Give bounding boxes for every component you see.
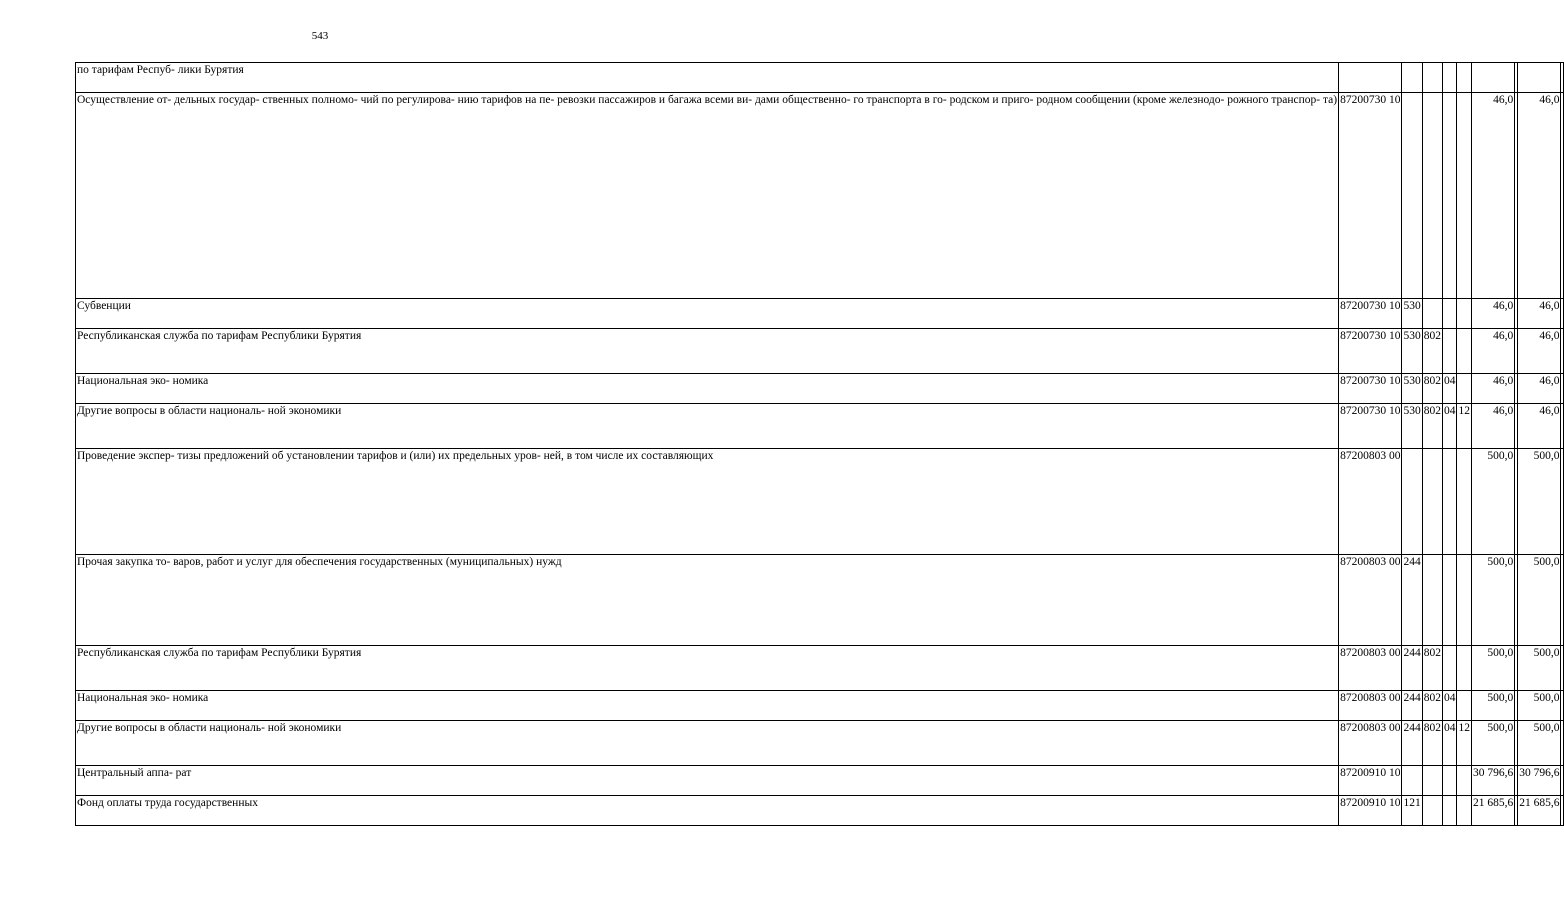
cell-department [1422,555,1442,646]
cell-expense-type: 121 [1402,796,1422,826]
cell-amount-1: 46,0 [1471,329,1514,374]
cell-expense-type [1402,63,1422,93]
cell-target-code [1339,63,1402,93]
cell-amount-2: 500,0 [1518,721,1561,766]
budget-table [75,62,1564,826]
cell-amount-1 [1471,63,1514,93]
cell-amount-2: 46,0 [1518,374,1561,404]
cell-name: Центральный аппа- рат [76,766,1339,796]
cell-target-code: 87200803 00 [1339,646,1402,691]
table-row [76,721,1564,766]
cell-amount-2: 46,0 [1518,93,1561,299]
cell-name: Другие вопросы в области националь- ной экономики [76,721,1339,766]
cell-section [1442,646,1457,691]
cell-amount-1: 21 685,6 [1471,796,1514,826]
cell-target-code: 87200730 10 [1339,374,1402,404]
cell-amount-1: 46,0 [1471,299,1514,329]
cell-amount-2: 500,0 [1518,691,1561,721]
table-row [76,796,1564,826]
cell-subsection [1457,299,1472,329]
cell-expense-type: 530 [1402,299,1422,329]
cell-subsection [1457,766,1472,796]
cell-department [1422,796,1442,826]
cell-name: Фонд оплаты труда государственных [76,796,1339,826]
cell-department: 802 [1422,646,1442,691]
cell-subsection [1457,646,1472,691]
cell-section [1442,796,1457,826]
table-row [76,404,1564,449]
cell-target-code: 87200803 00 [1339,691,1402,721]
cell-section: 04 [1442,691,1457,721]
cell-subsection [1457,329,1472,374]
cell-section [1442,93,1457,299]
cell-target-code: 87200730 10 [1339,93,1402,299]
cell-amount-1: 500,0 [1471,449,1514,555]
cell-name: Осуществление от- дельных государ- ственных полномо- чий по регулирова- нию тарифов на пе- ревозки пассажиров и багажа всеми ви- дами общественно- го транспорта в го- родском и приго- родном сообщении (кроме железнодо- рожного транспор- та) [76,93,1339,299]
cell-department: 802 [1422,721,1442,766]
cell-expense-type: 244 [1402,555,1422,646]
cell-expense-type [1402,93,1422,299]
cell-department [1422,449,1442,555]
cell-amount-2: 46,0 [1518,329,1561,374]
cell-amount-2: 21 685,6 [1518,796,1561,826]
cell-amount-1: 500,0 [1471,555,1514,646]
cell-department: 802 [1422,691,1442,721]
cell-amount-1: 500,0 [1471,691,1514,721]
cell-amount-1: 46,0 [1471,404,1514,449]
cell-subsection [1457,63,1472,93]
table-row [76,329,1564,374]
cell-subsection [1457,93,1472,299]
cell-name: Другие вопросы в области националь- ной экономики [76,404,1339,449]
table-row [76,374,1564,404]
cell-expense-type: 530 [1402,374,1422,404]
cell-amount-1: 46,0 [1471,93,1514,299]
cell-amount-2: 46,0 [1518,299,1561,329]
cell-amount-2: 30 796,6 [1518,766,1561,796]
table-row [76,299,1564,329]
page-number: 543 [311,30,329,42]
cell-target-code: 87200730 10 [1339,404,1402,449]
cell-target-code: 87200730 10 [1339,299,1402,329]
cell-target-code: 87200803 00 [1339,555,1402,646]
table-row [76,449,1564,555]
cell-section [1442,299,1457,329]
table-row [76,691,1564,721]
cell-amount-1: 30 796,6 [1471,766,1514,796]
cell-target-code: 87200910 10 [1339,796,1402,826]
cell-amount-1: 46,0 [1471,374,1514,404]
cell-expense-type [1402,449,1422,555]
cell-subsection [1457,796,1472,826]
cell-department: 802 [1422,404,1442,449]
cell-amount-2 [1518,63,1561,93]
cell-section: 04 [1442,721,1457,766]
cell-section [1442,449,1457,555]
cell-name: Республиканская служба по тарифам Республики Бурятия [76,646,1339,691]
cell-expense-type: 244 [1402,646,1422,691]
cell-subsection: 12 [1457,721,1472,766]
cell-department [1422,766,1442,796]
cell-name: Прочая закупка то- варов, работ и услуг для обеспечения государственных (муниципальных) нужд [76,555,1339,646]
table-row [76,63,1564,93]
cell-name: Национальная эко- номика [76,691,1339,721]
cell-department [1422,63,1442,93]
cell-target-code: 87200803 00 [1339,721,1402,766]
cell-expense-type: 244 [1402,691,1422,721]
cell-amount-2: 46,0 [1518,404,1561,449]
cell-expense-type: 244 [1402,721,1422,766]
cell-subsection [1457,449,1472,555]
table-row [76,555,1564,646]
cell-department: 802 [1422,329,1442,374]
cell-department [1422,299,1442,329]
cell-expense-type [1402,766,1422,796]
cell-subsection [1457,691,1472,721]
cell-department: 802 [1422,374,1442,404]
cell-section [1442,555,1457,646]
cell-name: Республиканская служба по тарифам Республики Бурятия [76,329,1339,374]
cell-section: 04 [1442,404,1457,449]
cell-subsection: 12 [1457,404,1472,449]
table-row [76,766,1564,796]
cell-department [1422,93,1442,299]
cell-section [1442,63,1457,93]
table-row [76,93,1564,299]
cell-amount-2: 500,0 [1518,449,1561,555]
table-row [76,646,1564,691]
cell-amount-1: 500,0 [1471,646,1514,691]
cell-expense-type: 530 [1402,329,1422,374]
cell-name: Проведение экспер- тизы предложений об установлении тарифов и (или) их предельных уров- ней, в том числе их составляющих [76,449,1339,555]
cell-expense-type: 530 [1402,404,1422,449]
cell-section: 04 [1442,374,1457,404]
cell-name: Национальная эко- номика [76,374,1339,404]
cell-name: Субвенции [76,299,1339,329]
cell-section [1442,766,1457,796]
cell-section [1442,329,1457,374]
cell-target-code: 87200730 10 [1339,329,1402,374]
cell-amount-2: 500,0 [1518,555,1561,646]
cell-name: по тарифам Респуб- лики Бурятия [76,63,1339,93]
cell-target-code: 87200803 00 [1339,449,1402,555]
cell-subsection [1457,374,1472,404]
cell-amount-1: 500,0 [1471,721,1514,766]
cell-target-code: 87200910 10 [1339,766,1402,796]
cell-subsection [1457,555,1472,646]
cell-amount-2: 500,0 [1518,646,1561,691]
